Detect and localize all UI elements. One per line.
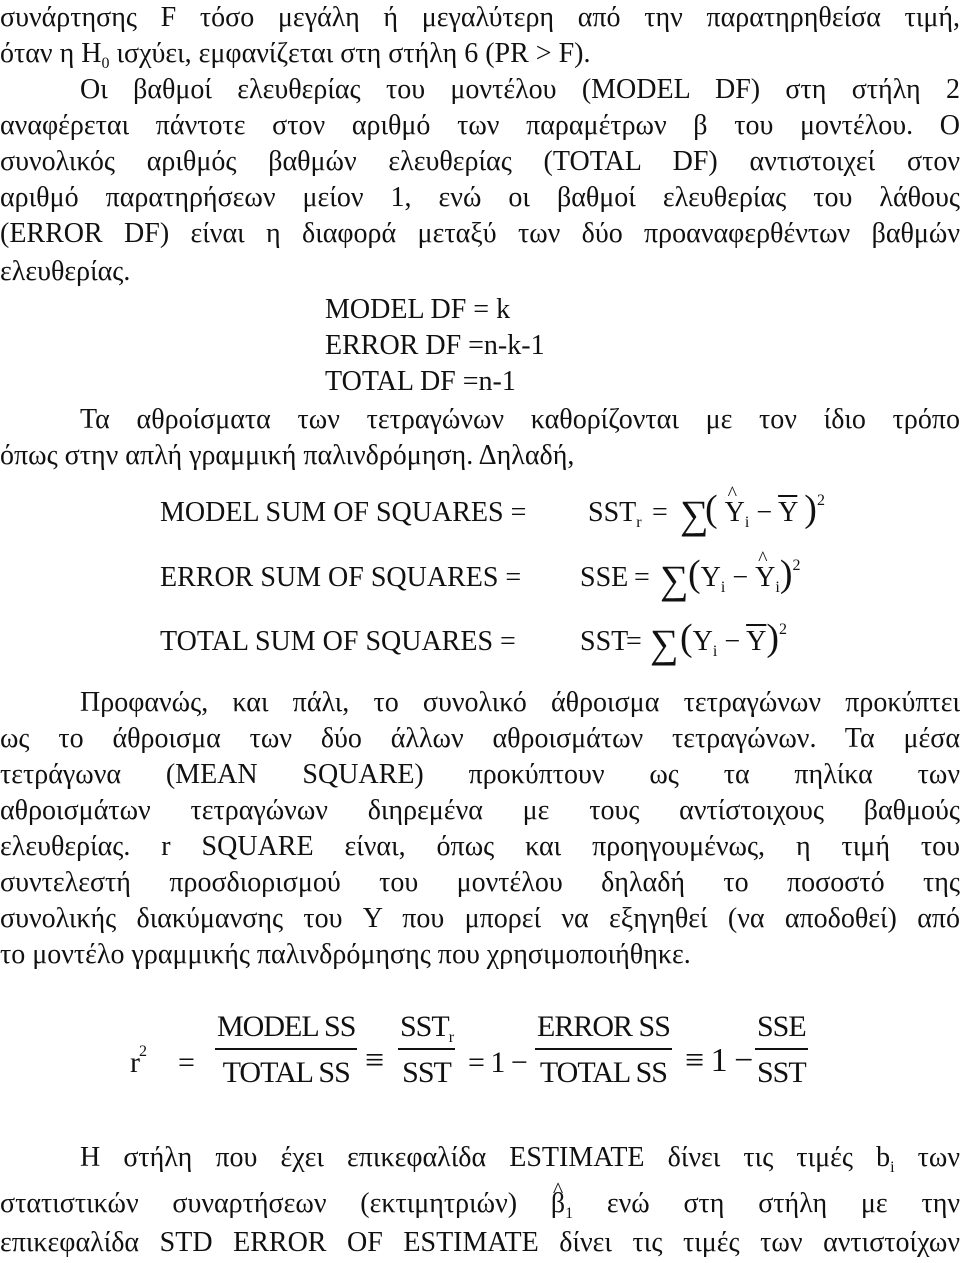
- equals-sign: =: [626, 626, 642, 657]
- equation-total-ss: [0, 614, 960, 674]
- text-line: αναφέρεται πάντοτε στον αριθμό των παραμέτρων β του μοντέλου. Ο: [0, 110, 960, 141]
- r-squared-formula: [130, 1010, 840, 1110]
- text-line: συντελεστή προσδιορισμού του μοντέλου δηλαδή το ποσοστό της: [0, 867, 960, 898]
- equals-sign: =: [178, 1046, 194, 1079]
- df-line-error: ERROR DF =n-k-1: [325, 330, 545, 361]
- equals-one-minus: = 1 −: [468, 1046, 527, 1079]
- text-line: Οι βαθμοί ελευθερίας του μοντέλου (MODEL DF) στη στήλη 2: [80, 74, 960, 105]
- equation-math: $SST_r$: [588, 497, 642, 531]
- text-line: συνάρτησης F τόσο μεγάλη ή μεγαλύτερη από την παρατηρηθείσα τιμή,: [0, 2, 960, 33]
- text-line: συνολικός αριθμός βαθμών ελευθερίας (TOTAL DF) αντιστοιχεί στον: [0, 146, 960, 177]
- text-line: (ERROR DF) είναι η διαφορά μεταξύ των δύο προαναφερθέντων βαθμών: [0, 218, 960, 249]
- text-line: στατιστικών συναρτήσεων (εκτιμητριών) ^ $\beta_1$ ενώ στη στήλη με την: [0, 1186, 960, 1226]
- equation-label: ERROR SUM OF SQUARES =: [160, 562, 522, 593]
- equation-body: ($Y_i$ − ^ $Y_i)^2$: [688, 552, 800, 612]
- df-line-total: TOTAL DF =n-1: [325, 366, 516, 397]
- text-line: Προφανώς, και πάλι, το συνολικό άθροισμα τετραγώνων προκύπτει: [80, 687, 960, 718]
- text-line: ελευθερίας.: [0, 256, 131, 287]
- equation-math: SST: [580, 626, 629, 657]
- equivalence-sign: ≡: [365, 1042, 384, 1079]
- sigma-symbol: ∑: [680, 492, 709, 537]
- text-line: αθροισμάτων τετραγώνων διηρεμένα με τους αντίστοιχους βαθμούς: [0, 795, 960, 826]
- text-line: τετράγωνα (MEAN SQUARE) προκύπτουν ως τα πηλίκα των: [0, 759, 960, 790]
- fraction-sse-sst: SSE SST: [757, 1010, 806, 1089]
- text-line: ελευθερίας. r SQUARE είναι, όπως και προηγουμένως, η τιμή του: [0, 831, 960, 862]
- text-line: Τα αθροίσματα των τετραγώνων καθορίζονται με τον ίδιο τρόπο: [80, 404, 960, 435]
- equation-math: SSE: [580, 562, 629, 593]
- r-symbol: $r^2$: [130, 1043, 146, 1079]
- text-line: το μοντέλο γραμμικής παλινδρόμησης που χρησιμοποιήθηκε.: [0, 939, 691, 970]
- text-line: όπως στην απλή γραμμική παλινδρόμηση. Δηλαδή,: [0, 440, 575, 471]
- fraction-sstr-sst: $SST_r$ SST: [400, 1010, 454, 1089]
- text-fragment: ισχύει, εμφανίζεται στη στήλη 6 (PR > F).: [109, 38, 591, 69]
- sigma-symbol: ∑: [650, 621, 679, 666]
- text-line: επικεφαλίδα STD ERROR OF ESTIMATE δίνει τις τιμές των αντιστοίχων: [0, 1227, 960, 1258]
- equation-label: TOTAL SUM OF SQUARES =: [160, 626, 516, 657]
- equals-sign: =: [634, 562, 650, 593]
- text-fragment: όταν η H: [0, 38, 102, 69]
- text-line: Η στήλη που έχει επικεφαλίδα ESTIMATE δίνει τις τιμές $b_i$ των: [80, 1142, 960, 1176]
- equivalence-one-minus: ≡ 1 −: [685, 1042, 753, 1079]
- equation-model-ss: [0, 485, 960, 545]
- equation-body: ( ^ $Y_i - \overline{Y}$ )$^2$: [705, 487, 825, 547]
- equals-sign: =: [652, 497, 668, 528]
- sigma-symbol: ∑: [660, 557, 689, 602]
- text-line: αριθμό παρατηρήσεων μείον 1, ενώ οι βαθμοί ελευθερίας του λάθους: [0, 182, 960, 213]
- text-line: συνολικής διακύμανσης του Y που μπορεί να εξηγηθεί (να αποδοθεί) από: [0, 903, 960, 934]
- equation-body: $(Y_i - \overline{Y})^2$: [680, 617, 787, 660]
- text-line: [0, 36, 960, 76]
- fraction-error-total: ERROR SS TOTAL SS: [537, 1010, 670, 1089]
- fraction-model-total: MODEL SS TOTAL SS: [217, 1010, 356, 1089]
- text-line: ως το άθροισμα των δύο άλλων αθροισμάτων τετραγώνων. Τα μέσα: [0, 723, 960, 754]
- equation-label: MODEL SUM OF SQUARES =: [160, 497, 527, 528]
- df-line-model: MODEL DF = k: [325, 294, 511, 325]
- equation-error-ss: [0, 550, 960, 610]
- subscript: 0: [101, 55, 110, 72]
